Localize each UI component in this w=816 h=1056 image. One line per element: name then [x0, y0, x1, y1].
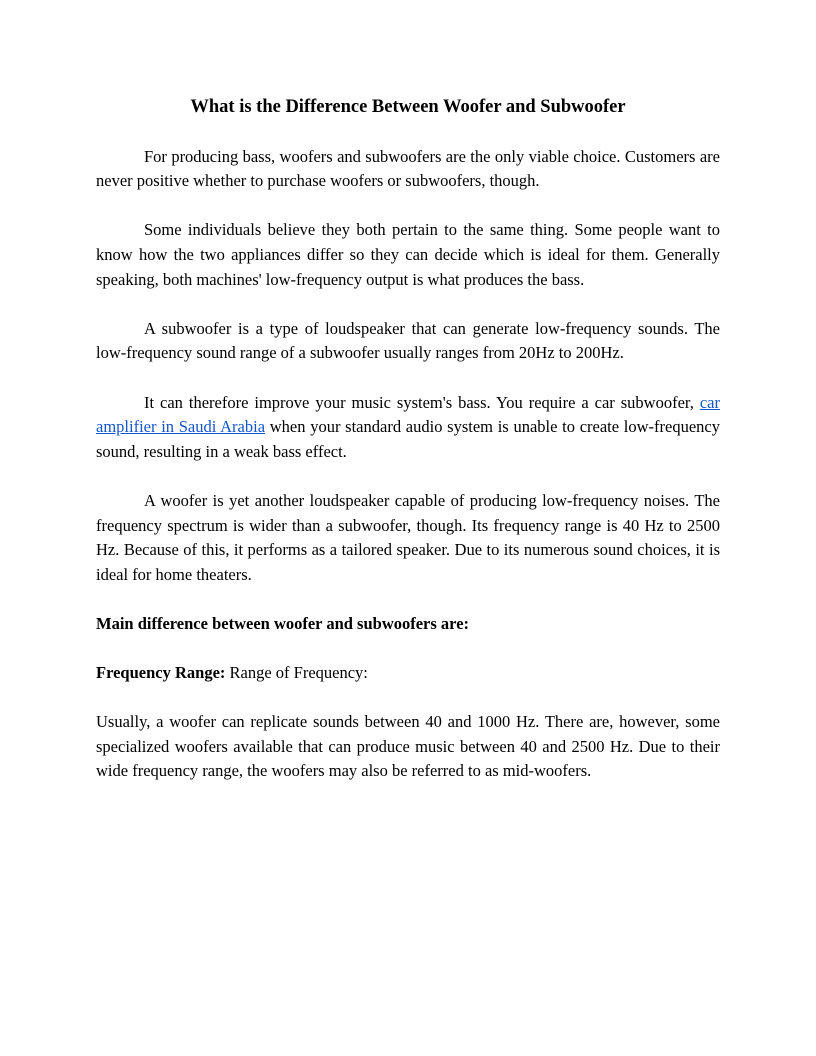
spacer	[96, 464, 720, 489]
spacer	[96, 194, 720, 219]
spacer	[96, 636, 720, 661]
frequency-range-line	[96, 661, 720, 686]
spacer	[96, 366, 720, 391]
car-amplifier-link[interactable]: car amplifier in Saudi Arabia	[96, 392, 720, 437]
spacer	[96, 686, 720, 711]
paragraph-woofer-range: Usually, a woofer can replicate sounds between 40 and 1000 Hz. There are, however, some specialized woofers available that can produce music between 40 and 2500 Hz. Due to their wide frequency range, the woofers may also be referred to as mid-woofers.	[96, 712, 720, 781]
paragraph-intro: For producing bass, woofers and subwoofers are the only viable choice. Customers are never positive whether to purchase woofers or subwoofers, though.	[96, 146, 720, 191]
paragraph-text-after-link: when your standard audio system is unable to create low-frequency sound, resulting in a weak bass effect.	[96, 417, 720, 461]
paragraph-woofer-definition: A woofer is yet another loudspeaker capable of producing low-frequency noises. The frequency spectrum is wider than a subwoofer, though. Its frequency range is 40 Hz to 2500 Hz. Because of this, it performs as a tailored speaker. Due to its numerous sound choices, it is ideal for home theaters.	[96, 490, 720, 584]
frequency-range-text: Range of Frequency:	[225, 663, 368, 683]
paragraph-same-thing: Some individuals believe they both pertain to the same thing. Some people want to know how the two appliances differ so they can decide which is ideal for them. Generally speaking, both machines' low-frequency output is what produces the bass.	[96, 220, 720, 289]
paragraph-subwoofer-definition: A subwoofer is a type of loudspeaker that can generate low-frequency sounds. The low-frequency sound range of a subwoofer usually ranges from 20Hz to 200Hz.	[96, 318, 720, 363]
spacer	[96, 587, 720, 612]
paragraph-improve-bass	[96, 391, 720, 465]
document-page	[96, 95, 720, 784]
paragraph-text-before-link: It can therefore improve your music system's bass. You require a car subwoofer,	[144, 392, 700, 412]
document-title: What is the Difference Between Woofer and Subwoofer	[190, 97, 626, 117]
frequency-range-label: Frequency Range:	[96, 663, 226, 683]
spacer	[96, 292, 720, 317]
spacer	[96, 120, 720, 145]
section-heading: Main difference between woofer and subwoofers are:	[96, 613, 470, 633]
